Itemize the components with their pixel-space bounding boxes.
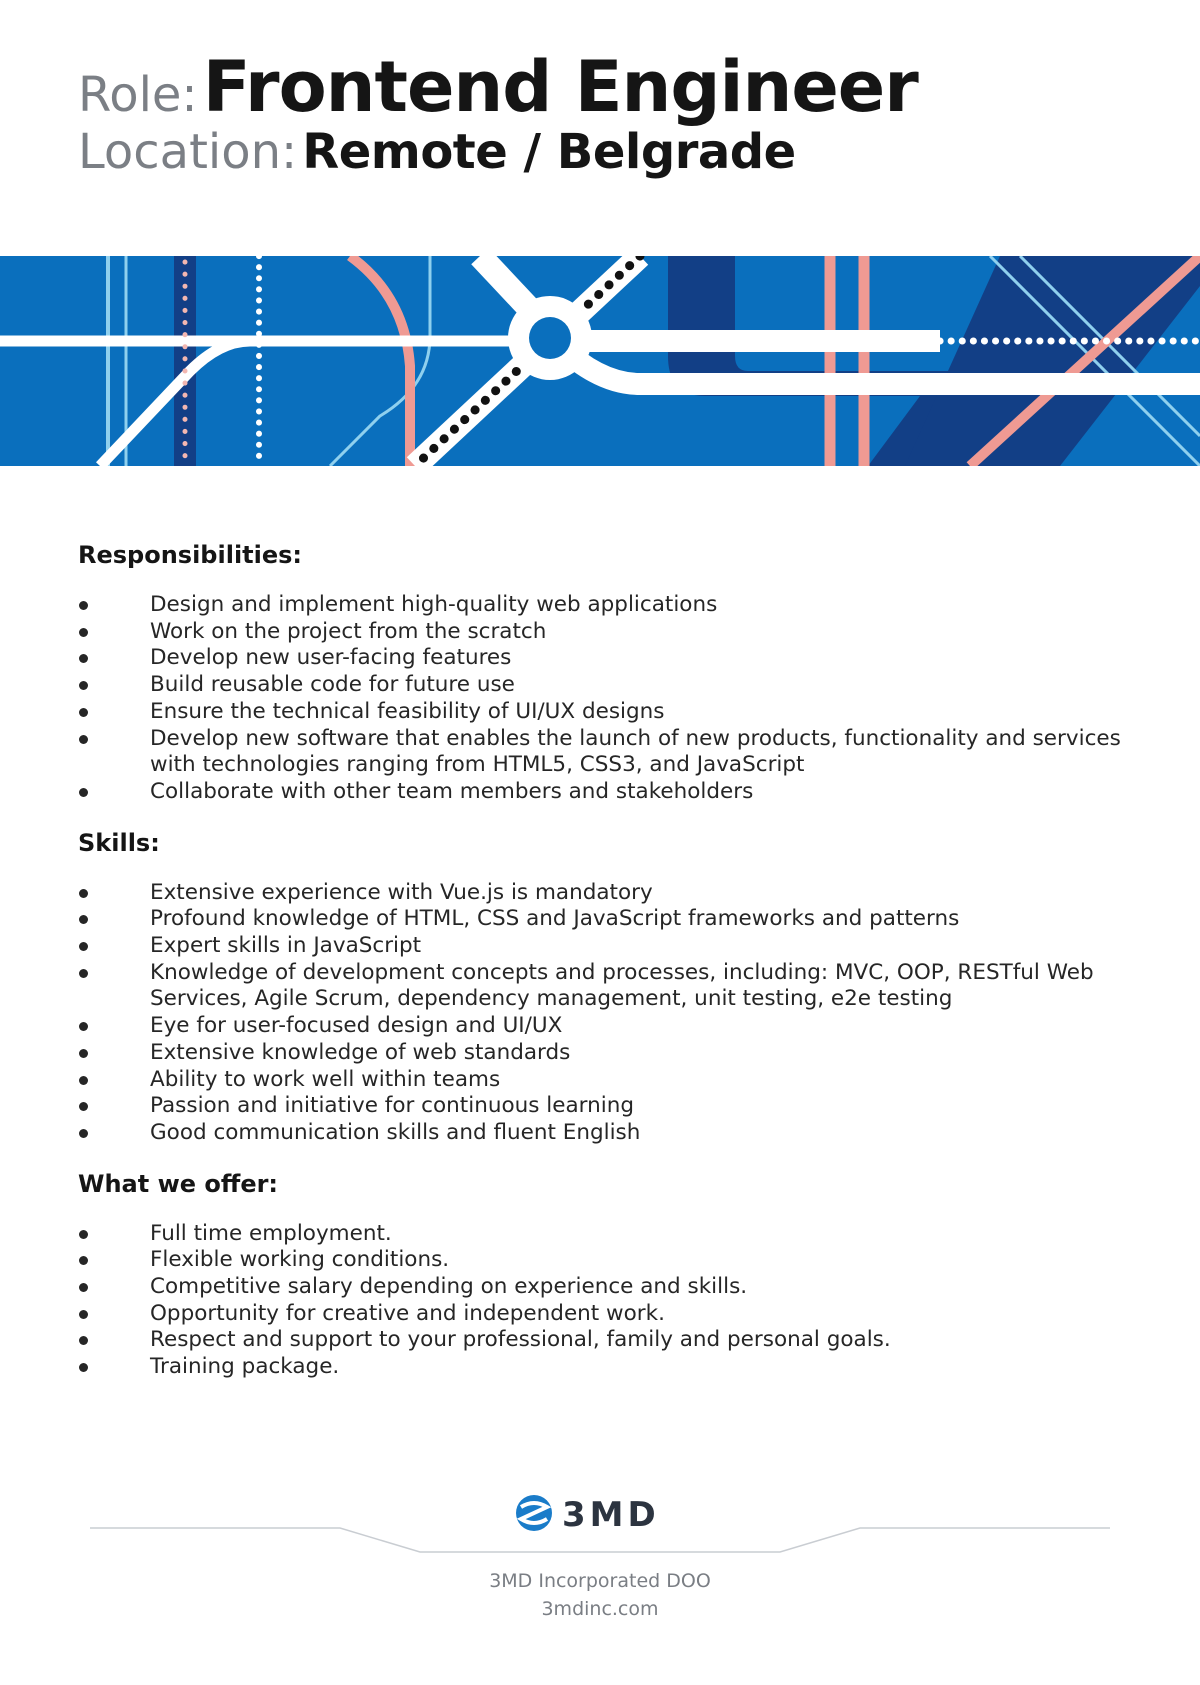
list-item: Collaborate with other team members and stakeholders	[78, 779, 1138, 806]
bullet-list	[78, 1221, 1138, 1381]
role-line	[78, 46, 918, 128]
list-item: Extensive experience with Vue.js is mandatory	[78, 880, 1138, 907]
list-item: Develop new software that enables the launch of new products, functionality and services with technologies ranging from HTML5, CSS3, and JavaScript	[78, 726, 1138, 779]
list-item: Respect and support to your professional, family and personal goals.	[78, 1327, 1138, 1354]
bullet-list	[78, 880, 1138, 1147]
list-item: Eye for user-focused design and UI/UX	[78, 1013, 1138, 1040]
list-item: Opportunity for creative and independent work.	[78, 1301, 1138, 1328]
list-item: Passion and initiative for continuous learning	[78, 1093, 1138, 1120]
list-item: Ensure the technical feasibility of UI/UX designs	[78, 699, 1138, 726]
location-line	[78, 124, 918, 188]
job-header	[78, 46, 918, 188]
list-item: Expert skills in JavaScript	[78, 933, 1138, 960]
metro-map-banner	[0, 256, 1200, 466]
logo-text: 3MD	[562, 1495, 660, 1535]
list-item: Profound knowledge of HTML, CSS and JavaScript frameworks and patterns	[78, 906, 1138, 933]
list-item: Good communication skills and fluent English	[78, 1120, 1138, 1147]
role-label: Role:	[78, 67, 198, 123]
list-item: Build reusable code for future use	[78, 672, 1138, 699]
list-item: Design and implement high-quality web applications	[78, 592, 1138, 619]
job-content	[78, 540, 1138, 1403]
company-website: 3mdinc.com	[541, 1598, 659, 1620]
list-item: Ability to work well within teams	[78, 1067, 1138, 1094]
section-title: Skills:	[78, 828, 160, 857]
company-name: 3MD Incorporated DOO	[489, 1570, 711, 1592]
section-title: Responsibilities:	[78, 541, 303, 569]
list-item: Full time employment.	[78, 1221, 1138, 1248]
role-value: Frontend Engineer	[202, 46, 918, 128]
bullet-list	[78, 592, 1138, 806]
list-item: Work on the project from the scratch	[78, 619, 1138, 646]
location-value: Remote / Belgrade	[302, 124, 796, 180]
list-item: Develop new user-facing features	[78, 645, 1138, 672]
list-item: Competitive salary depending on experience and skills.	[78, 1274, 1138, 1301]
section-title: What we offer:	[78, 1169, 279, 1198]
list-item: Knowledge of development concepts and processes, including: MVC, OOP, RESTful Web Services, Agile Scrum, dependency management, unit testing, e2e testing	[78, 960, 1138, 1013]
location-label: Location:	[78, 124, 298, 180]
list-item: Flexible working conditions.	[78, 1247, 1138, 1274]
list-item: Training package.	[78, 1354, 1138, 1381]
list-item: Extensive knowledge of web standards	[78, 1040, 1138, 1067]
footer-divider	[90, 1526, 1110, 1556]
